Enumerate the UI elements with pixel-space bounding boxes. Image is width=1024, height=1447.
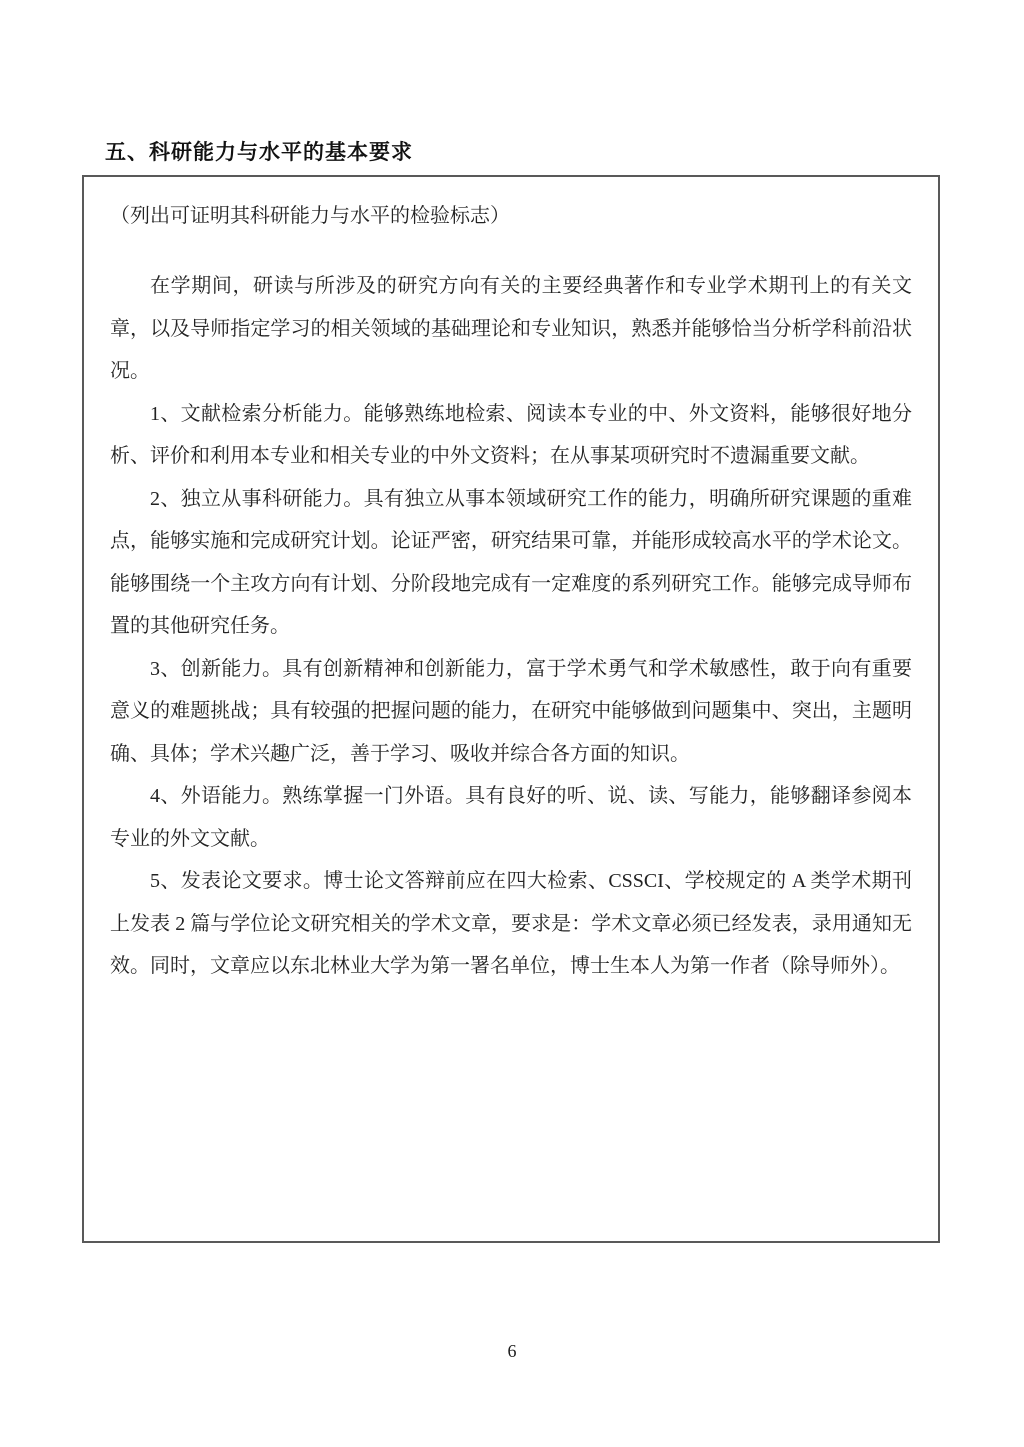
page-number: 6 [507,1341,517,1361]
requirement-paragraph: 1、文献检索分析能力。能够熟练地检索、阅读本专业的中、外文资料，能够很好地分析、评价和利用本专业和相关专业的中外文资料；在从事某项研究时不遗漏重要文献。 [110,402,912,467]
section-heading: 五、科研能力与水平的基本要求 [105,141,413,164]
requirement-paragraph: 4、外语能力。熟练掌握一门外语。具有良好的听、说、读、写能力，能够翻译参阅本专业的外文文献。 [110,785,912,850]
requirement-paragraph: 5、发表论文要求。博士论文答辩前应在四大检索、CSSCI、学校规定的 A 类学术期刊上发表 2 篇与学位论文研究相关的学术文章，要求是：学术文章必须已经发表，录用通知无效。同时，文章应以东北林业大学为第一署名单位，博士生本人为第一作者（除导师外）。 [110,870,912,977]
requirement-paragraph: 在学期间，研读与所涉及的研究方向有关的主要经典著作和专业学术期刊上的有关文章，以及导师指定学习的相关领域的基础理论和专业知识，熟悉并能够恰当分析学科前沿状况。 [110,275,912,382]
requirements-paragraphs [110,265,912,988]
box-note: （列出可证明其科研能力与水平的检验标志） [110,205,510,227]
requirement-paragraph: 2、独立从事科研能力。具有独立从事本领域研究工作的能力，明确所研究课题的重难点，能够实施和完成研究计划。论证严密，研究结果可靠，并能形成较高水平的学术论文。能够围绕一个主攻方向有计划、分阶段地完成有一定难度的系列研究工作。能够完成导师布置的其他研究任务。 [110,487,912,637]
requirement-paragraph: 3、创新能力。具有创新精神和创新能力，富于学术勇气和学术敏感性，敢于向有重要意义的难题挑战；具有较强的把握问题的能力，在研究中能够做到问题集中、突出，主题明确、具体；学术兴趣广泛，善于学习、吸收并综合各方面的知识。 [110,657,912,765]
requirements-box [82,175,940,1243]
